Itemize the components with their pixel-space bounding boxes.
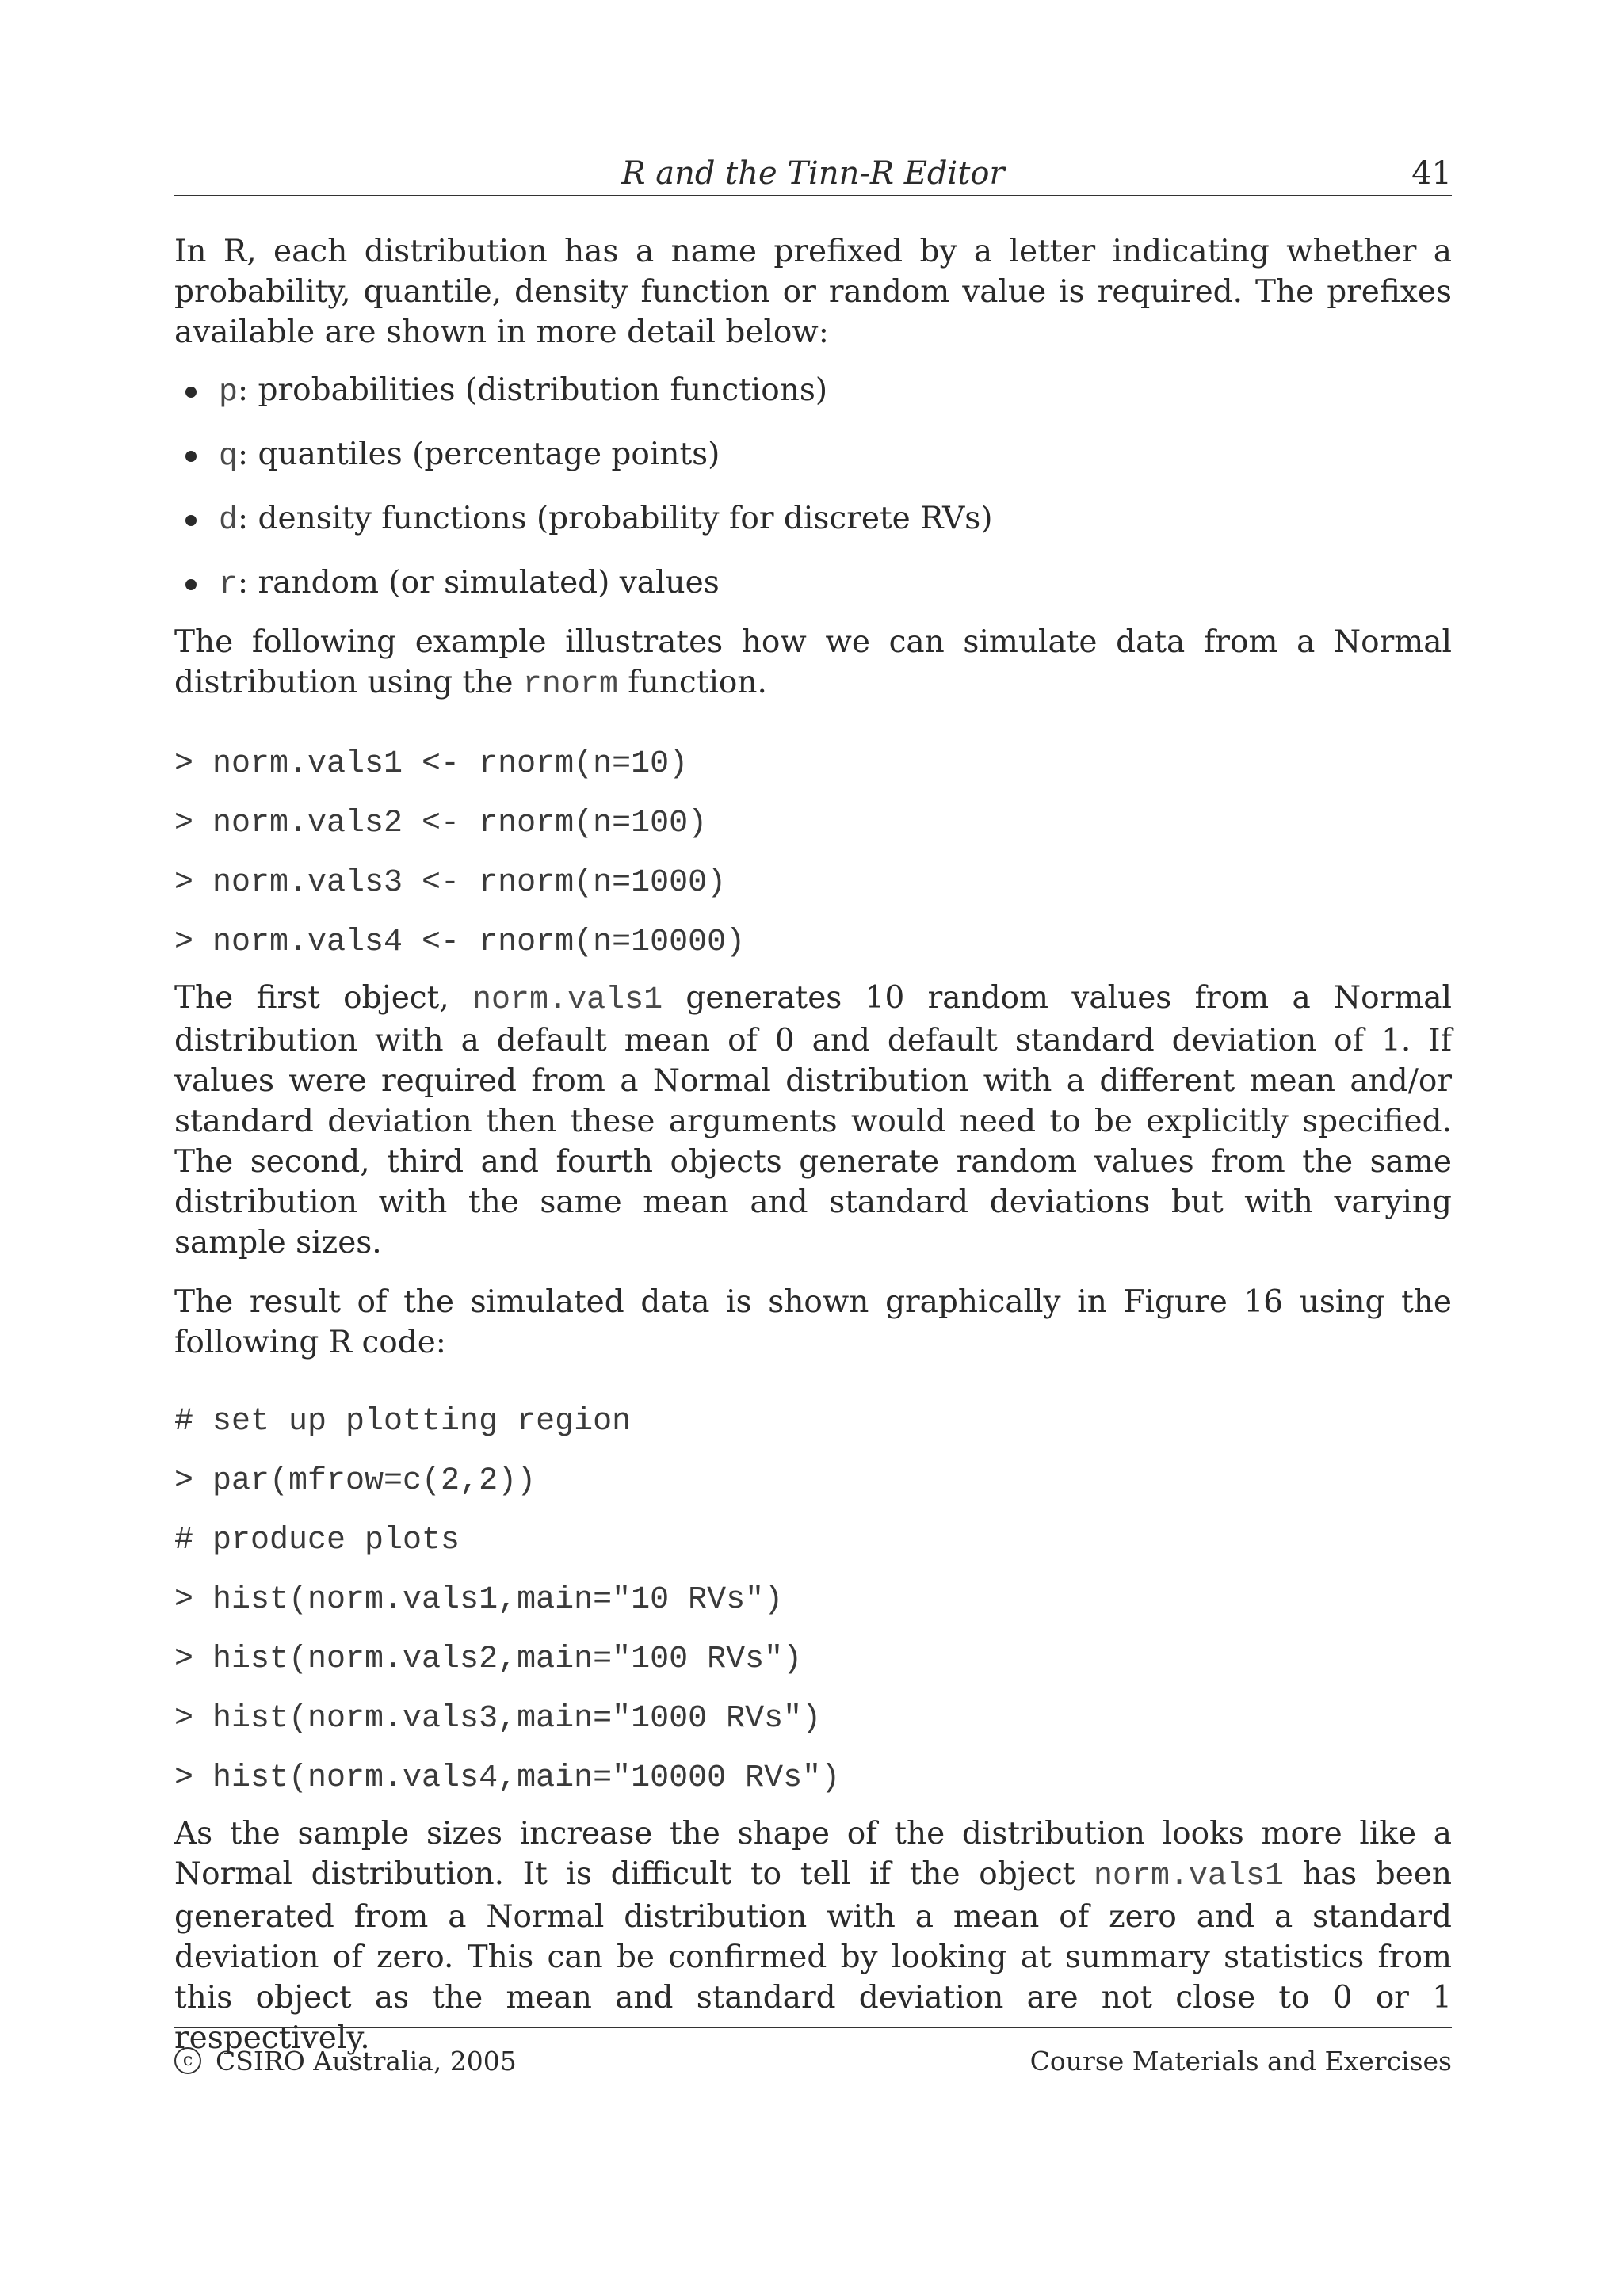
- explanation-text-end: generates 10 random values from a Normal distribution with a default mean of 0 and default standard deviation of 1. If values were required from a Normal distribution with a different mean and/or standard deviation then these arguments would need to be explicitly specified. The second, third and fourth objects generate random values from the same distribution with the same mean and standard deviations but with varying sample sizes.: [174, 980, 1452, 1261]
- list-item: [219, 563, 1452, 605]
- code-line: > hist(norm.vals1,main="10 RVs"): [174, 1582, 784, 1618]
- footer-copyright: [174, 2046, 517, 2077]
- code-line: > hist(norm.vals2,main="100 RVs"): [174, 1642, 803, 1677]
- header-title: R and the Tinn-R Editor: [621, 155, 1005, 192]
- prefix-code: r: [219, 567, 239, 603]
- code-line: > norm.vals3 <- rnorm(n=1000): [174, 865, 727, 901]
- prefix-description: : quantiles (percentage points): [238, 437, 720, 472]
- code-line: > par(mfrow=c(2,2)): [174, 1463, 537, 1499]
- prefix-description: : density functions (probability for discrete RVs): [238, 501, 993, 536]
- prefix-description: : probabilities (distribution functions): [238, 372, 828, 408]
- inline-code: norm.vals1: [472, 982, 663, 1018]
- example-intro-text: The following example illustrates how we can simulate data from a Normal distribution using the: [174, 624, 1452, 700]
- prefix-code: d: [219, 503, 239, 539]
- prefix-code: p: [219, 375, 239, 410]
- list-item: [219, 498, 1452, 541]
- code-line: > norm.vals2 <- rnorm(n=100): [174, 806, 708, 841]
- code-block-plot: [174, 1404, 1452, 1820]
- footer-left-text: CSIRO Australia, 2005: [216, 2046, 517, 2077]
- list-item: [219, 370, 1452, 413]
- footer-right-text: Course Materials and Exercises: [1029, 2046, 1452, 2077]
- code-line: > norm.vals1 <- rnorm(n=10): [174, 746, 689, 782]
- result-intro-paragraph: The result of the simulated data is shown graphically in Figure 16 using the following R code:: [174, 1284, 1452, 1360]
- page-footer: [174, 2027, 1452, 2077]
- conclusion-paragraph: [174, 1814, 1452, 2058]
- explanation-text: The first object,: [174, 980, 473, 1016]
- prefix-description: : random (or simulated) values: [238, 565, 720, 601]
- explanation-paragraph: [174, 978, 1452, 1263]
- page: [174, 151, 1452, 2058]
- bullet-icon: [185, 451, 197, 462]
- code-line: > hist(norm.vals4,main="10000 RVs"): [174, 1760, 841, 1796]
- conclusion-text: As the sample sizes increase the shape of the distribution looks more like a Normal distribution. It is difficult to tell if the object: [174, 1816, 1452, 1892]
- bullet-icon: [185, 387, 197, 398]
- list-item: [219, 434, 1452, 477]
- code-line: # set up plotting region: [174, 1404, 632, 1440]
- prefix-list: [174, 370, 1452, 605]
- example-intro-text-end: function.: [617, 665, 767, 700]
- bullet-icon: [185, 579, 197, 590]
- code-line: > norm.vals4 <- rnorm(n=10000): [174, 925, 746, 960]
- conclusion-text-end: has been generated from a Normal distribution with a mean of zero and a standard deviation of zero. This can be confirmed by looking at summary statistics from this object as the mean and standard deviation are not close to 0 or 1 respectively.: [174, 1856, 1452, 2056]
- inline-code: rnorm: [522, 667, 618, 703]
- prefix-code: q: [219, 439, 239, 475]
- page-number: 41: [1411, 155, 1452, 192]
- code-block-simulate: [174, 746, 1452, 984]
- intro-paragraph: In R, each distribution has a name prefixed by a letter indicating whether a probability, quantile, density function or random value is required. The prefixes available are shown in more detail below:: [174, 234, 1452, 350]
- bullet-icon: [185, 515, 197, 526]
- inline-code: norm.vals1: [1094, 1859, 1285, 1894]
- code-line: > hist(norm.vals3,main="1000 RVs"): [174, 1701, 822, 1737]
- running-header: [174, 151, 1452, 196]
- code-line: # produce plots: [174, 1523, 460, 1558]
- copyright-icon: c: [174, 2047, 201, 2074]
- example-intro-paragraph: [174, 622, 1452, 705]
